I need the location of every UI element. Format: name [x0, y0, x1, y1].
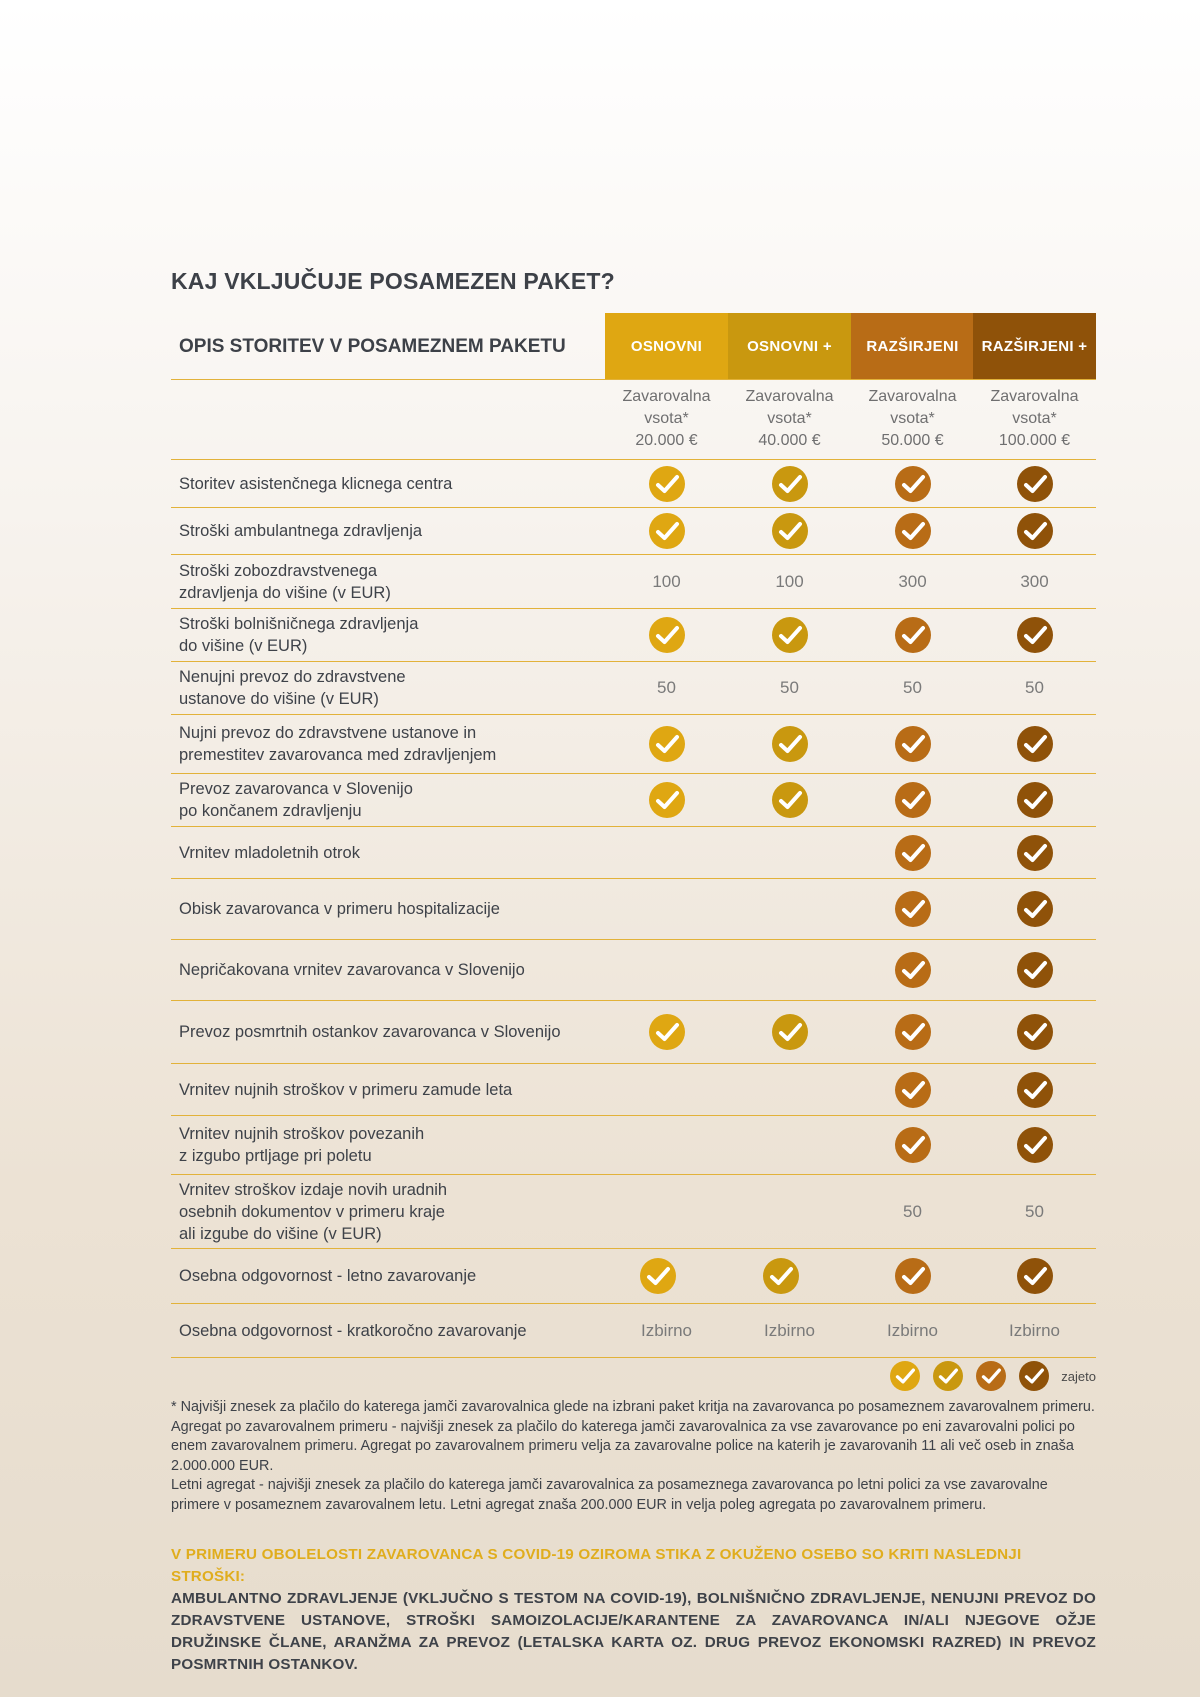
cell-razsirjeni-plus — [973, 827, 1096, 878]
insured-sum-label: Zavarovalna — [745, 388, 834, 405]
cell-osnovni-plus — [728, 1249, 851, 1303]
cell-value: Izbirno — [886, 1320, 939, 1340]
service-label: Nenujni prevoz do zdravstvene ustanove do višine (v EUR) — [179, 668, 406, 708]
check-icon — [895, 1127, 931, 1163]
insured-sum-label: vsota* — [767, 410, 812, 427]
package-header-osnovni-plus: OSNOVNI + — [728, 313, 851, 379]
cell-osnovni-plus — [728, 609, 851, 661]
check-icon — [895, 1258, 931, 1294]
service-label: Nujni prevoz do zdravstvene ustanove in premestitev zavarovanca med zdravljenjem — [179, 724, 497, 764]
check-icon — [895, 891, 931, 927]
cell-razsirjeni-plus — [973, 1175, 1096, 1248]
cell-osnovni — [605, 609, 728, 661]
description-column-header: OPIS STORITEV V POSAMEZNEM PAKETU — [179, 336, 566, 357]
table-row — [171, 774, 1096, 827]
cell-osnovni-plus — [728, 715, 851, 773]
cell-osnovni — [605, 1249, 728, 1303]
cell-razsirjeni-plus — [973, 1116, 1096, 1174]
cell-razsirjeni-plus — [973, 1249, 1096, 1303]
package-header-osnovni: OSNOVNI — [605, 313, 728, 379]
cell-razsirjeni-plus — [973, 662, 1096, 714]
cell-razsirjeni — [851, 940, 974, 1000]
check-icon — [649, 1014, 685, 1050]
insured-sum-razsirjeni — [851, 386, 974, 452]
cell-osnovni — [605, 1001, 728, 1063]
service-label: Vrnitev nujnih stroškov v primeru zamude leta — [179, 1080, 513, 1099]
cell-razsirjeni-plus — [973, 774, 1096, 826]
cell-osnovni — [605, 1304, 728, 1357]
check-icon — [1017, 466, 1053, 502]
table-row — [171, 715, 1096, 774]
service-label: Prevoz posmrtnih ostankov zavarovanca v Slovenijo — [179, 1023, 561, 1041]
cell-osnovni — [605, 879, 728, 939]
cell-osnovni-plus — [728, 555, 851, 608]
cell-razsirjeni — [851, 1116, 974, 1174]
insured-sum-amount: 100.000 € — [998, 432, 1071, 449]
service-label: Prevoz zavarovanca v Slovenijo po končanem zdravljenju — [179, 780, 413, 820]
covid-body: AMBULANTNO ZDRAVLJENJE (VKLJUČNO S TESTOM NA COVID-19), BOLNIŠNIČNO ZDRAVLJENJE, NENUJNI PREVOZ DO ZDRAVSTVENE USTANOVE, STROŠKI SAMOIZOLACIJE/KARANTENE ZA ZAVAROVANCA IN/ALI NJEGOVE OŽJE DRUŽINSKE ČLANE, ARANŽMA ZA PREVOZ (LETALSKA KARTA OZ. DRUG PREVOZ EKONOMSKI RAZRED) IN PREVOZ POSMRTNIH OSTANKOV. — [171, 1590, 1096, 1673]
cell-osnovni-plus — [728, 1001, 851, 1063]
cell-value: 100 — [652, 571, 681, 591]
cell-osnovni-plus — [728, 1064, 851, 1115]
footnote: Letni agregat - najvišji znesek za plačilo do katerega jamči zavarovalnica za posameznega zavarovanca po letni polici za vse zavarovalne primere v posameznem zavarovalnem letu. Letni agregat znaša 200.000 EUR in velja poleg agregata po zavarovalnem primeru. — [171, 1477, 1048, 1513]
cell-osnovni-plus — [728, 940, 851, 1000]
insured-sum-amount: 20.000 € — [635, 432, 698, 449]
table-row — [171, 508, 1096, 555]
check-icon — [890, 1361, 920, 1391]
insured-sum-osnovni — [605, 386, 728, 452]
cell-value: 100 — [775, 571, 804, 591]
service-label: Vrnitev mladoletnih otrok — [179, 843, 360, 862]
insured-sum-row — [171, 380, 1096, 460]
insured-sum-label: Zavarovalna — [622, 388, 711, 405]
cell-osnovni — [605, 555, 728, 608]
cell-osnovni — [605, 940, 728, 1000]
cell-osnovni-plus — [728, 662, 851, 714]
cell-osnovni-plus — [728, 774, 851, 826]
check-icon — [895, 1072, 931, 1108]
insured-sum-label: Zavarovalna — [868, 388, 957, 405]
check-icon — [895, 782, 931, 818]
table-row — [171, 460, 1096, 508]
check-icon — [1017, 782, 1053, 818]
check-icon — [1017, 726, 1053, 762]
service-label: Osebna odgovornost - kratkoročno zavarovanje — [179, 1321, 527, 1340]
check-icon — [772, 617, 808, 653]
cell-osnovni — [605, 827, 728, 878]
cell-value: 300 — [1020, 571, 1049, 591]
check-icon — [895, 835, 931, 871]
cell-value: 50 — [1025, 678, 1044, 697]
cell-osnovni — [605, 774, 728, 826]
service-label: Stroški zobozdravstvenega zdravljenja do višine (v EUR) — [179, 561, 391, 602]
service-label: Vrnitev stroškov izdaje novih uradnih osebnih dokumentov v primeru kraje ali izgube do višine (v EUR) — [179, 1180, 448, 1243]
insured-sum-label: vsota* — [644, 410, 689, 427]
table-row — [171, 1304, 1096, 1358]
check-icon — [1017, 513, 1053, 549]
cell-razsirjeni-plus — [973, 609, 1096, 661]
service-label: Obisk zavarovanca v primeru hospitalizacije — [179, 900, 500, 918]
legend-label: zajeto — [1061, 1368, 1096, 1384]
footnote: Agregat po zavarovalnem primeru - najvišji znesek za plačilo do katerega jamči zavarovalnica za vse zavarovance po eni zavarovalni polici po enem zavarovalnem primeru. Agregat po zavarovalnem primeru velja za zavarovalne police na katerih je zavarovanih 11 ali več oseb in znaša 2.000.000 EUR. — [171, 1418, 1075, 1474]
package-header-razsirjeni: RAZŠIRJENI — [851, 313, 974, 379]
check-icon — [933, 1361, 963, 1391]
cell-razsirjeni — [851, 879, 974, 939]
cell-osnovni-plus — [728, 879, 851, 939]
cell-value: 300 — [898, 571, 927, 591]
service-label: Stroški bolnišničnega zdravljenja do višine (v EUR) — [179, 615, 419, 655]
check-icon — [649, 617, 685, 653]
service-label: Vrnitev nujnih stroškov povezanih z izgubo prtljage pri poletu — [179, 1125, 425, 1165]
service-rows — [171, 460, 1096, 1358]
check-icon — [649, 513, 685, 549]
package-header-razsirjeni-plus: RAZŠIRJENI + — [973, 313, 1096, 379]
table-row — [171, 1001, 1096, 1064]
table-row — [171, 609, 1096, 662]
cell-osnovni-plus — [728, 1116, 851, 1174]
check-icon — [649, 726, 685, 762]
service-label: Storitev asistenčnega klicnega centra — [179, 474, 453, 493]
cell-razsirjeni — [851, 715, 974, 773]
cell-osnovni — [605, 460, 728, 507]
service-label: Nepričakovana vrnitev zavarovanca v Slovenijo — [179, 961, 525, 979]
cell-osnovni-plus — [728, 1304, 851, 1357]
check-icon — [1017, 1127, 1053, 1163]
cell-osnovni — [605, 662, 728, 714]
table-row — [171, 1175, 1096, 1249]
cell-razsirjeni — [851, 1001, 974, 1063]
cell-value: Izbirno — [640, 1320, 693, 1340]
insured-sum-amount: 40.000 € — [758, 432, 821, 449]
table-row — [171, 1249, 1096, 1304]
check-icon — [649, 466, 685, 502]
table-header-row — [171, 313, 1096, 380]
cell-razsirjeni-plus — [973, 460, 1096, 507]
table-row — [171, 662, 1096, 715]
cell-razsirjeni-plus — [973, 940, 1096, 1000]
cell-razsirjeni — [851, 1175, 974, 1248]
service-label: Stroški ambulantnega zdravljenja — [179, 522, 423, 540]
cell-value: Izbirno — [1008, 1320, 1061, 1340]
check-icon — [640, 1258, 676, 1294]
cell-osnovni — [605, 508, 728, 554]
cell-razsirjeni-plus — [973, 879, 1096, 939]
table-row — [171, 1116, 1096, 1175]
footnotes — [171, 1398, 1096, 1515]
cell-razsirjeni — [851, 609, 974, 661]
insured-sum-label: vsota* — [890, 410, 935, 427]
check-icon — [1019, 1361, 1049, 1391]
check-icon — [772, 513, 808, 549]
check-icon — [1017, 1258, 1053, 1294]
check-icon — [649, 782, 685, 818]
legend — [877, 1360, 1096, 1392]
check-icon — [895, 726, 931, 762]
cell-razsirjeni-plus — [973, 715, 1096, 773]
cell-razsirjeni-plus — [973, 1064, 1096, 1115]
cell-razsirjeni — [851, 1304, 974, 1357]
table-row — [171, 827, 1096, 879]
cell-osnovni-plus — [728, 460, 851, 507]
cell-osnovni-plus — [728, 1175, 851, 1248]
table-row — [171, 879, 1096, 940]
service-label: Osebna odgovornost - letno zavarovanje — [179, 1267, 477, 1285]
cell-value: 50 — [657, 678, 676, 697]
insured-sum-amount: 50.000 € — [881, 432, 944, 449]
cell-osnovni-plus — [728, 827, 851, 878]
page-title: KAJ VKLJUČUJE POSAMEZEN PAKET? — [171, 268, 615, 294]
check-icon — [976, 1361, 1006, 1391]
cell-razsirjeni — [851, 662, 974, 714]
check-icon — [895, 466, 931, 502]
cell-osnovni — [605, 1116, 728, 1174]
check-icon — [772, 726, 808, 762]
cell-osnovni-plus — [728, 508, 851, 554]
insured-sum-razsirjeni-plus — [973, 386, 1096, 452]
check-icon — [895, 513, 931, 549]
cell-osnovni — [605, 1175, 728, 1248]
check-icon — [1017, 952, 1053, 988]
table-row — [171, 1064, 1096, 1116]
insured-sum-osnovni-plus — [728, 386, 851, 452]
cell-osnovni — [605, 715, 728, 773]
check-icon — [763, 1258, 799, 1294]
footnote: * Najvišji znesek za plačilo do katerega jamči zavarovalnica glede na izbrani paket kritja na zavarovanca po posameznem zavarovalnem primeru. — [171, 1399, 1095, 1415]
cell-razsirjeni-plus — [973, 508, 1096, 554]
cell-value: Izbirno — [763, 1320, 816, 1340]
check-icon — [1017, 891, 1053, 927]
cell-razsirjeni — [851, 827, 974, 878]
cell-razsirjeni-plus — [973, 1304, 1096, 1357]
covid-title: V PRIMERU OBOLELOSTI ZAVAROVANCA S COVID-19 OZIROMA STIKA Z OKUŽENO OSEBO SO KRITI NASLEDNJI STROŠKI: — [171, 1546, 1022, 1585]
check-icon — [772, 1014, 808, 1050]
insured-sum-label: vsota* — [1012, 410, 1057, 427]
cell-razsirjeni — [851, 555, 974, 608]
covid-section — [171, 1544, 1096, 1676]
insured-sum-label: Zavarovalna — [990, 388, 1079, 405]
check-icon — [895, 617, 931, 653]
check-icon — [1017, 617, 1053, 653]
table-row — [171, 940, 1096, 1001]
check-icon — [1017, 1072, 1053, 1108]
check-icon — [895, 1014, 931, 1050]
check-icon — [772, 782, 808, 818]
table-row — [171, 555, 1096, 609]
cell-razsirjeni-plus — [973, 1001, 1096, 1063]
cell-razsirjeni — [851, 774, 974, 826]
check-icon — [772, 466, 808, 502]
cell-value: 50 — [903, 1201, 922, 1221]
cell-razsirjeni — [851, 1249, 974, 1303]
cell-value: 50 — [780, 678, 799, 697]
check-icon — [1017, 835, 1053, 871]
cell-value: 50 — [1025, 1201, 1044, 1221]
package-comparison-table — [171, 313, 1096, 1358]
cell-osnovni — [605, 1064, 728, 1115]
cell-razsirjeni-plus — [973, 555, 1096, 608]
check-icon — [1017, 1014, 1053, 1050]
cell-razsirjeni — [851, 508, 974, 554]
cell-razsirjeni — [851, 1064, 974, 1115]
cell-razsirjeni — [851, 460, 974, 507]
check-icon — [895, 952, 931, 988]
cell-value: 50 — [903, 678, 922, 697]
